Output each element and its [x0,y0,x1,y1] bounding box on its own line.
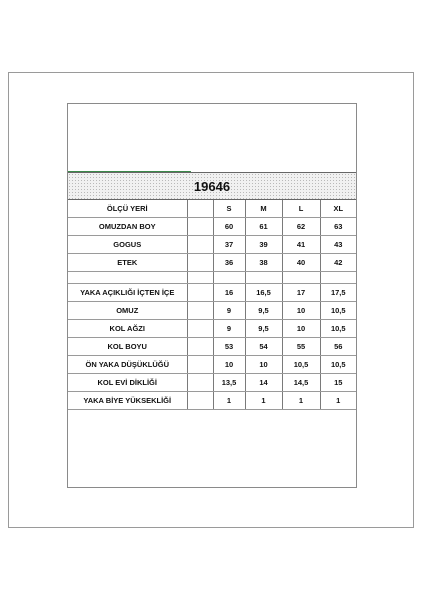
value-cell: 62 [282,218,320,236]
row-label: KOL AĞZI [68,320,187,338]
value-cell: 9 [213,302,245,320]
value-cell: 60 [213,218,245,236]
value-cell: 9,5 [245,320,282,338]
empty-cell [213,272,245,284]
value-cell: 10 [282,320,320,338]
value-cell: 10,5 [320,302,356,320]
gap-cell [187,356,213,374]
gap-cell [187,284,213,302]
row-label: GOGUS [68,236,187,254]
value-cell: 17,5 [320,284,356,302]
value-cell: 53 [213,338,245,356]
value-cell: 43 [320,236,356,254]
value-cell: 56 [320,338,356,356]
value-cell: 40 [282,254,320,272]
value-cell: 13,5 [213,374,245,392]
header-label: ÖLÇÜ YERİ [68,200,187,218]
size-table-body [68,200,356,410]
size-table [68,200,356,410]
row-label: OMUZDAN BOY [68,218,187,236]
blank-row [68,272,356,284]
table-row [68,284,356,302]
value-cell: 16 [213,284,245,302]
header-size: XL [320,200,356,218]
row-label: KOL BOYU [68,338,187,356]
value-cell: 17 [282,284,320,302]
value-cell: 54 [245,338,282,356]
value-cell: 37 [213,236,245,254]
table-row [68,356,356,374]
table-row [68,218,356,236]
gap-cell [187,320,213,338]
value-cell: 1 [282,392,320,410]
empty-cell [320,272,356,284]
table-row [68,236,356,254]
value-cell: 14,5 [282,374,320,392]
value-cell: 1 [213,392,245,410]
empty-cell [282,272,320,284]
value-cell: 55 [282,338,320,356]
table-row [68,374,356,392]
value-cell: 10 [213,356,245,374]
row-label: KOL EVİ DİKLİĞİ [68,374,187,392]
size-chart [68,172,356,410]
value-cell: 1 [245,392,282,410]
value-cell: 16,5 [245,284,282,302]
header-size: S [213,200,245,218]
gap-cell [187,236,213,254]
header-size: L [282,200,320,218]
table-header-row [68,200,356,218]
table-row [68,392,356,410]
value-cell: 63 [320,218,356,236]
value-cell: 10,5 [320,320,356,338]
table-row [68,302,356,320]
empty-cell [68,272,187,284]
row-label: ÖN YAKA DÜŞÜKLÜĞÜ [68,356,187,374]
row-label: ETEK [68,254,187,272]
value-cell: 10,5 [320,356,356,374]
product-code-title: 19646 [68,172,356,200]
gap-cell [187,200,213,218]
value-cell: 38 [245,254,282,272]
table-row [68,320,356,338]
table-row [68,338,356,356]
row-label: OMUZ [68,302,187,320]
value-cell: 39 [245,236,282,254]
gap-cell [187,254,213,272]
value-cell: 61 [245,218,282,236]
gap-cell [187,218,213,236]
table-row [68,254,356,272]
value-cell: 36 [213,254,245,272]
value-cell: 1 [320,392,356,410]
empty-cell [187,272,213,284]
gap-cell [187,374,213,392]
empty-cell [245,272,282,284]
gap-cell [187,392,213,410]
value-cell: 9,5 [245,302,282,320]
value-cell: 14 [245,374,282,392]
value-cell: 15 [320,374,356,392]
header-size: M [245,200,282,218]
value-cell: 10,5 [282,356,320,374]
gap-cell [187,302,213,320]
value-cell: 10 [245,356,282,374]
row-label: YAKA AÇIKLIĞI İÇTEN İÇE [68,284,187,302]
value-cell: 42 [320,254,356,272]
value-cell: 41 [282,236,320,254]
row-label: YAKA BİYE YÜKSEKLİĞİ [68,392,187,410]
value-cell: 9 [213,320,245,338]
gap-cell [187,338,213,356]
value-cell: 10 [282,302,320,320]
